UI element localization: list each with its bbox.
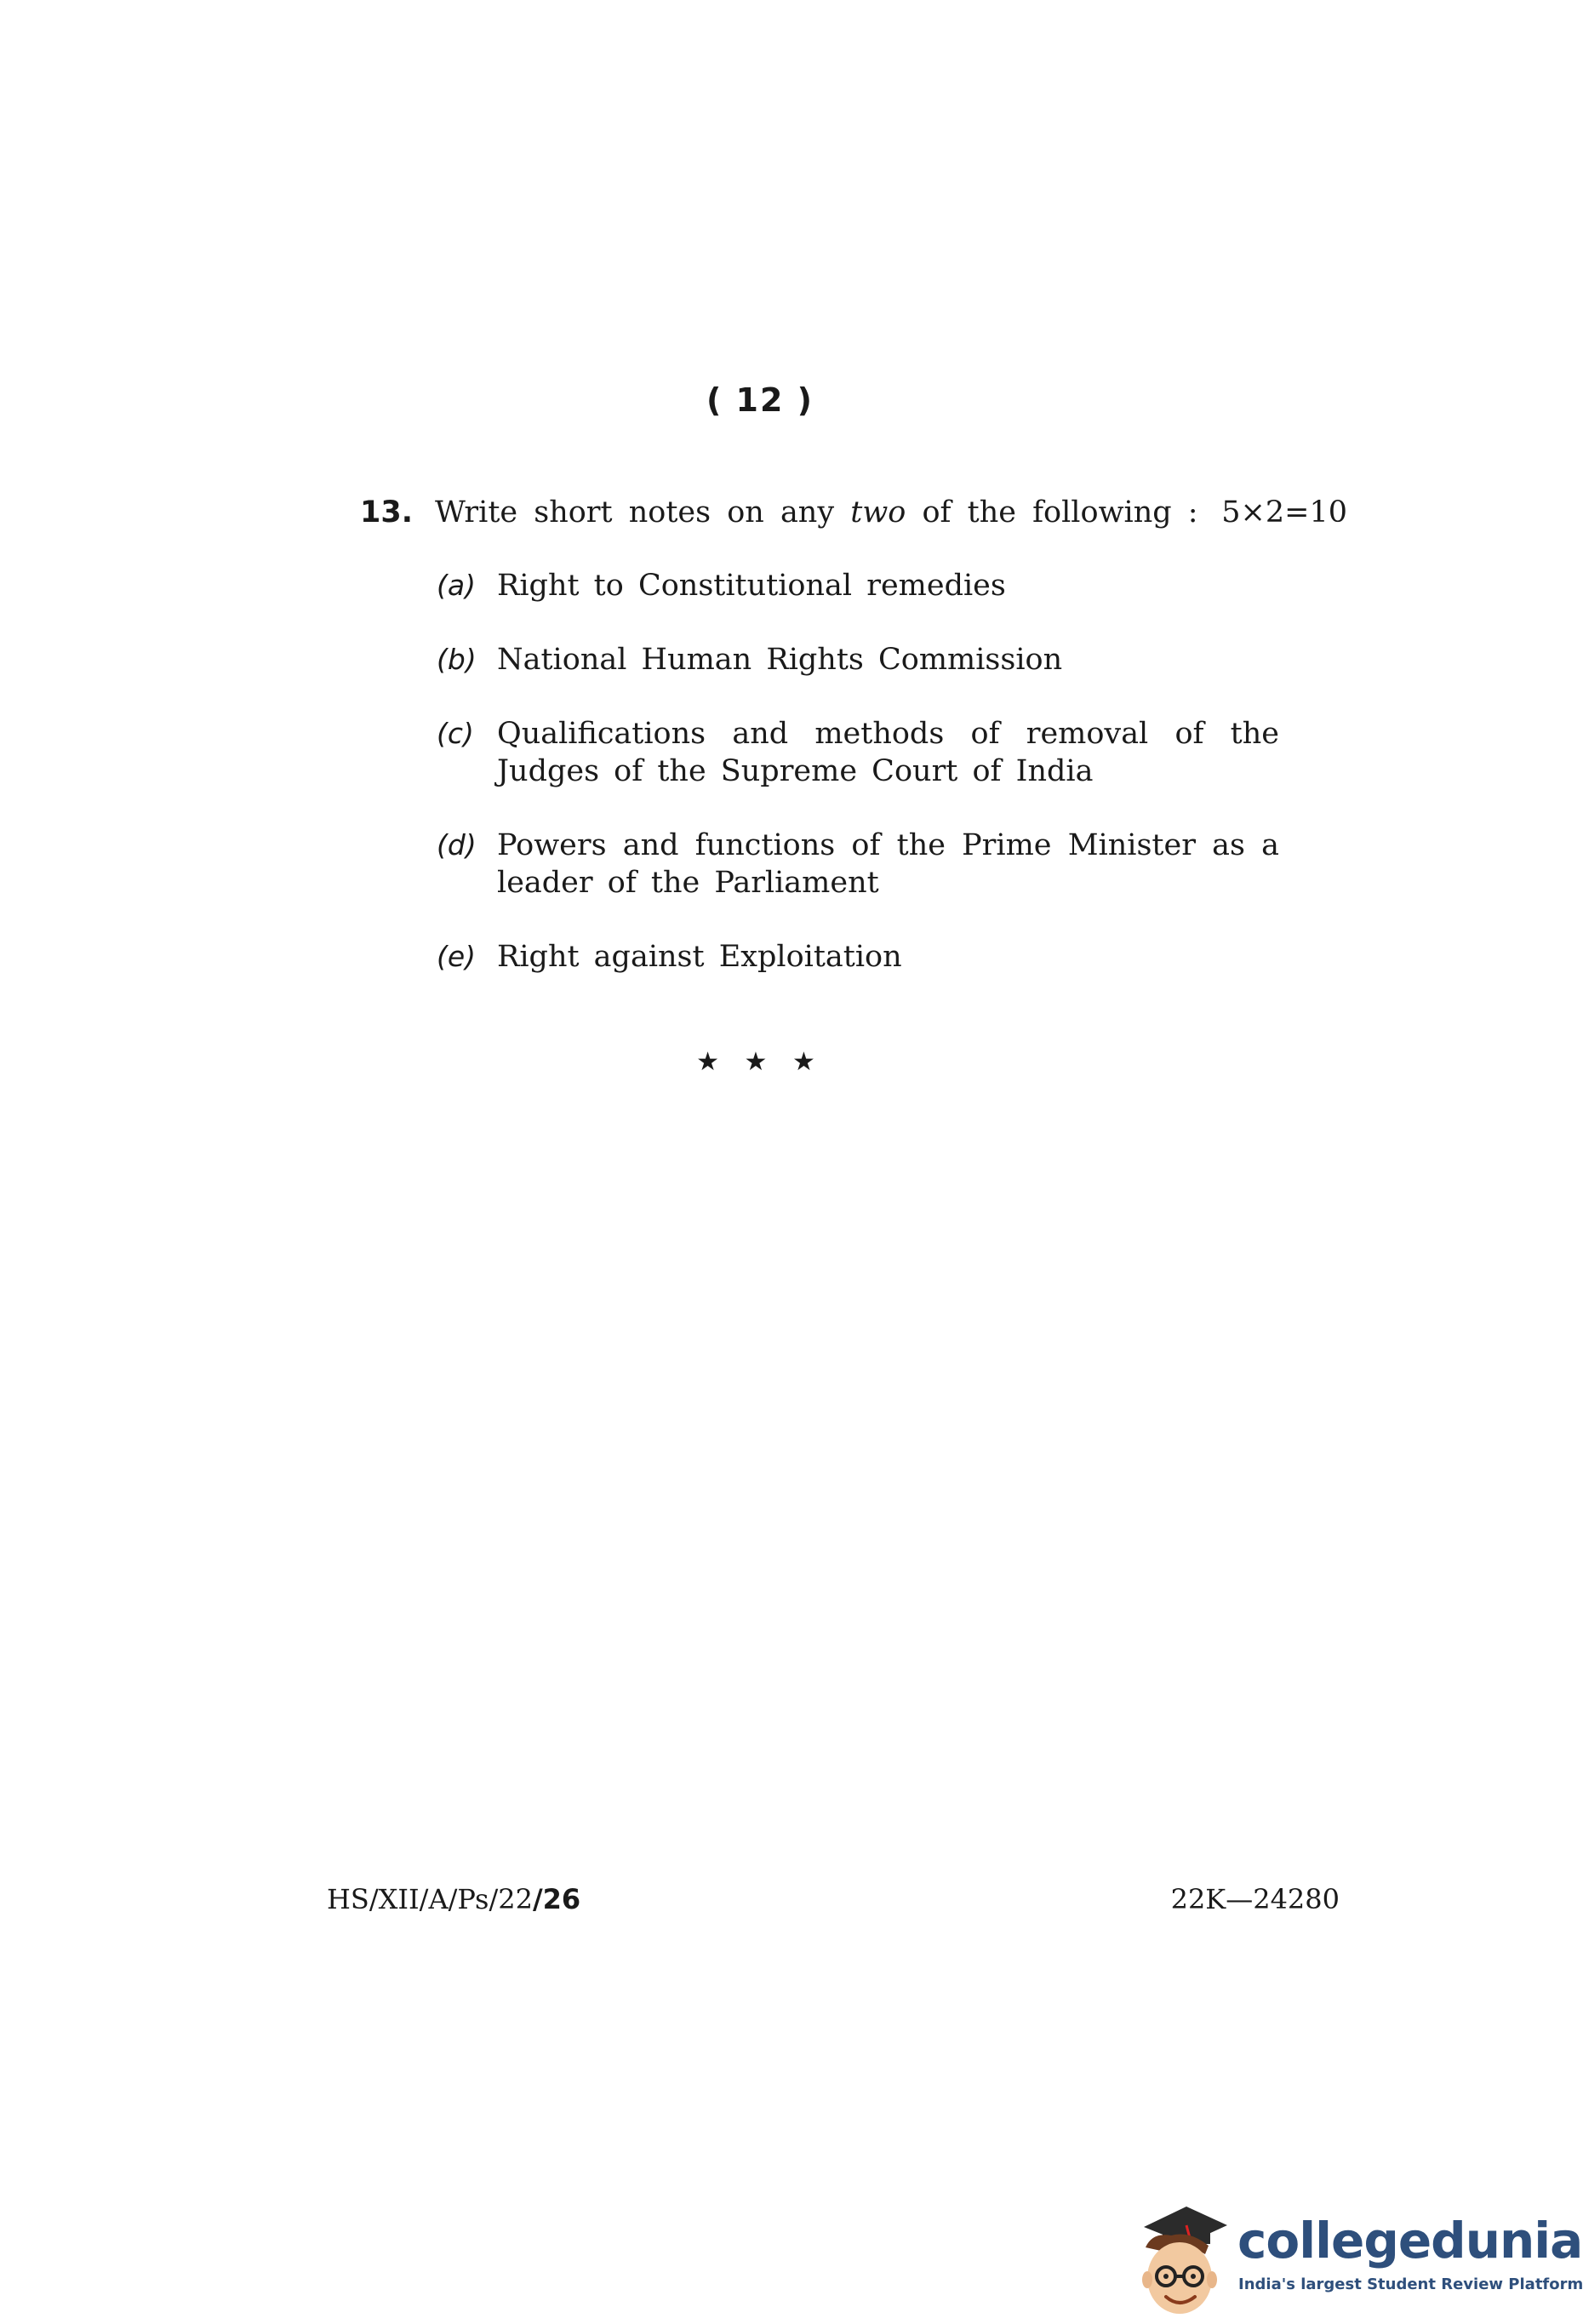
paper-code-suffix: /26 (532, 1883, 581, 1915)
collegedunia-logo (1127, 2195, 1583, 2321)
question-header (360, 494, 1347, 531)
paper-code (327, 1883, 580, 1915)
end-separator: ★ ★ ★ (696, 1047, 824, 1077)
question-prompt-emphasis: two (850, 495, 906, 529)
question-prompt (435, 494, 1198, 531)
question-13 (360, 494, 1347, 1012)
logo-wordmark: collegedunia (1237, 2212, 1583, 2270)
option-letter: (c) (437, 717, 474, 750)
option-c (360, 715, 1279, 790)
option-text: Right against Exploitation (497, 940, 902, 974)
option-letter: (e) (437, 940, 477, 973)
option-list (360, 567, 1347, 976)
option-letter: (a) (437, 569, 476, 602)
question-number: 13. (360, 495, 414, 529)
page-number: ( 12 ) (706, 381, 814, 419)
question-prompt-end: of the following : (906, 495, 1198, 529)
option-text: Qualifications and methods of removal of the Judges of the Supreme Court of India (497, 717, 1279, 788)
question-prompt-start: Write short notes on any (435, 495, 851, 529)
question-marks: 5×2=10 (1221, 495, 1347, 529)
option-text: Powers and functions of the Prime Minister as a leader of the Parliament (497, 828, 1279, 900)
option-b (360, 641, 1279, 678)
option-letter: (b) (437, 643, 477, 676)
option-text: National Human Rights Commission (497, 643, 1063, 677)
paper-code-prefix: HS/XII/A/Ps/22 (327, 1883, 533, 1915)
option-letter: (d) (437, 828, 477, 861)
logo-tagline: India's largest Student Review Platform (1238, 2275, 1583, 2293)
print-reference: 22K—24280 (1170, 1883, 1340, 1915)
option-text: Right to Constitutional remedies (497, 569, 1006, 603)
option-d (360, 827, 1279, 902)
mascot-icon (1127, 2195, 1233, 2321)
option-a (360, 567, 1279, 604)
option-e (360, 938, 1279, 976)
